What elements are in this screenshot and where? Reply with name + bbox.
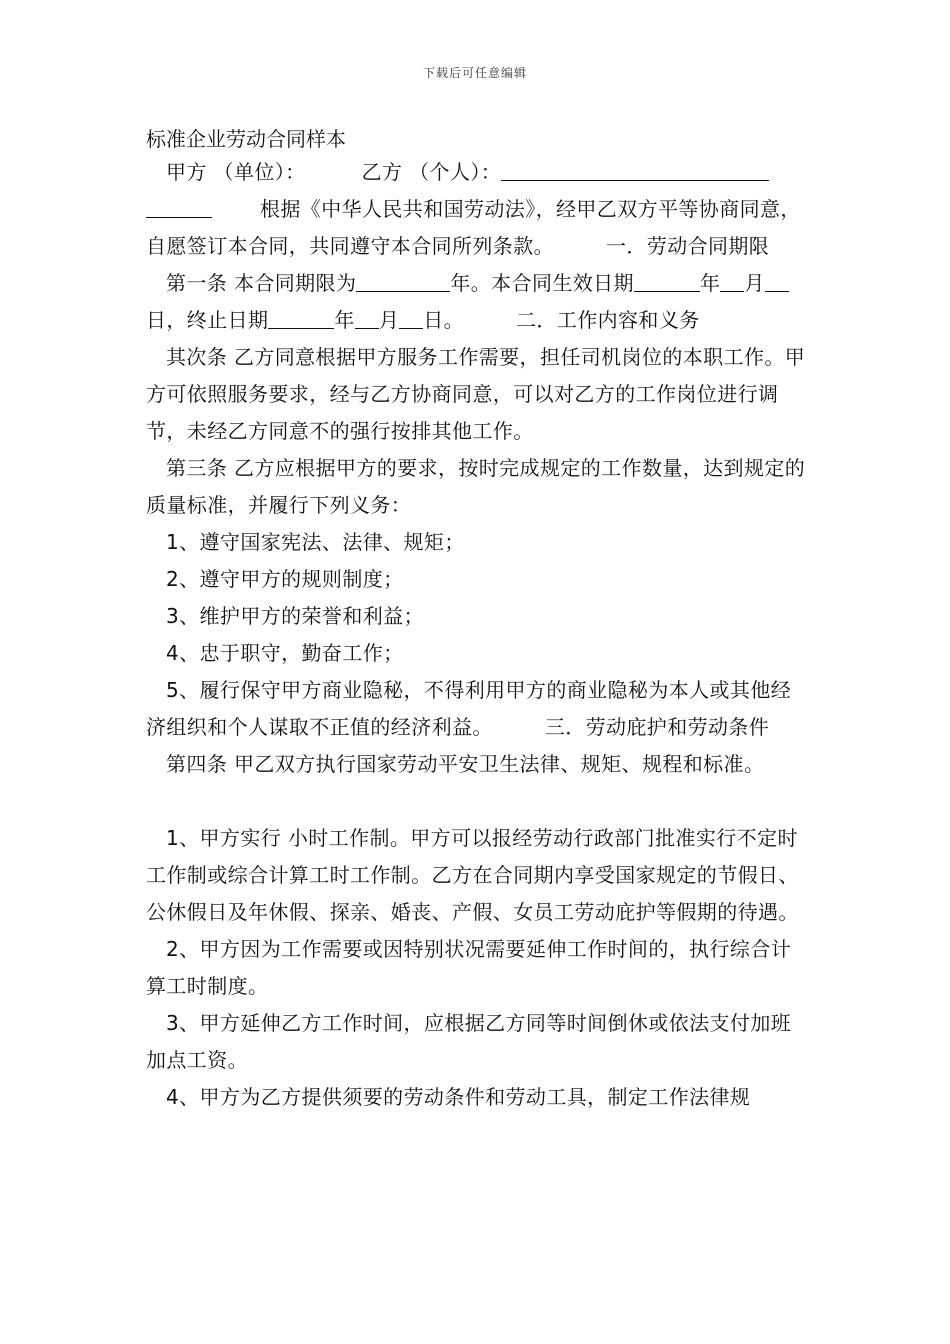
condition-item: 2、甲方因为工作需要或因特别状况需要延伸工作时间的，执行综合计算工时制度。 [146,937,792,998]
section-3-heading: 三．劳动庇护和劳动条件 [544,715,770,739]
page-header-note: 下载后可任意编辑 [422,66,527,80]
intro-paragraph [146,191,806,265]
condition-item: 4、甲方为乙方提供须要的劳动条件和劳动工具，制定工作法律规 [166,1085,751,1109]
end-month-blank [355,306,379,329]
duty-item-5 [146,672,806,746]
blank-line [146,783,806,820]
section-2-heading: 二．工作内容和义务 [516,308,700,332]
start-day-blank [765,269,789,292]
article-4: 第四条 甲乙双方执行国家劳动平安卫生法律、规矩、规程和标准。 [166,752,765,776]
party-a-label: 甲方 （单位）： [166,160,306,184]
duty-item: 2、遵守甲方的规则制度； [166,567,404,591]
intro-text: 根据《中华人民共和国劳动法》，经甲乙双方平等协商同意，自愿签订本合同，共同遵守本合同所列条款。 [146,197,801,258]
end-year-blank [268,306,334,329]
parties-line [146,154,806,191]
article-2: 其次条 乙方同意根据甲方服务工作需要，担任司机岗位的本职工作。甲方可依照服务要求，经与乙方协商同意，可以对乙方的工作岗位进行调节，未经乙方同意不的强行按排其他工作。 [146,345,806,443]
article-1-text: 月 [378,308,400,332]
end-day-blank [399,306,423,329]
party-b-blank [501,158,769,181]
article-3: 第三条 乙方应根据甲方的要求，按时完成规定的工作数量，达到规定的质量标准，并履行下列义务： [146,456,806,517]
article-1-text: 第一条 本合同期限为 [166,271,357,295]
article-1-text: 月 [744,271,765,295]
duty-item: 4、忠于职守，勤奋工作； [166,641,404,665]
article-1-text: 日。 [423,308,465,332]
article-1-text: 年。本合同生效日期 [450,271,634,295]
article-1-text: 年 [699,271,721,295]
party-b-label: 乙方 （个人）： [361,160,502,184]
document-title: 标准企业劳动合同样本 [146,127,346,151]
start-year-blank [634,269,700,292]
duty-item: 3、维护甲方的荣誉和利益； [166,604,424,628]
start-month-blank [720,269,744,292]
section-1-heading: 一．劳动合同期限 [606,234,770,258]
duty-item: 1、遵守国家宪法、法律、规矩； [166,530,465,554]
condition-item: 3、甲方延伸乙方工作时间，应根据乙方同等时间倒休或依法支付加班加点工资。 [146,1011,792,1072]
article-1-text: 年 [334,308,355,332]
article-1 [146,265,806,339]
article-1-text: 日，终止日期 [146,308,269,332]
term-years-blank [356,269,450,292]
condition-item: 1、甲方实行 小时工作制。甲方可以报经劳动行政部门批准实行不定时工作制或综合计算工时工作制。乙方在合同期内享受国家规定的节假日、公休假日及年休假、探亲、婚丧、产假、女员工劳动庇护等假期的待遇。 [146,826,799,924]
document-body [146,154,806,1116]
party-b-blank-continued [146,195,212,218]
duty-item-text: 5、履行保守甲方商业隐秘，不得利用甲方的商业隐秘为本人或其他经济组织和个人谋取不正值的经济利益。 [146,678,792,739]
